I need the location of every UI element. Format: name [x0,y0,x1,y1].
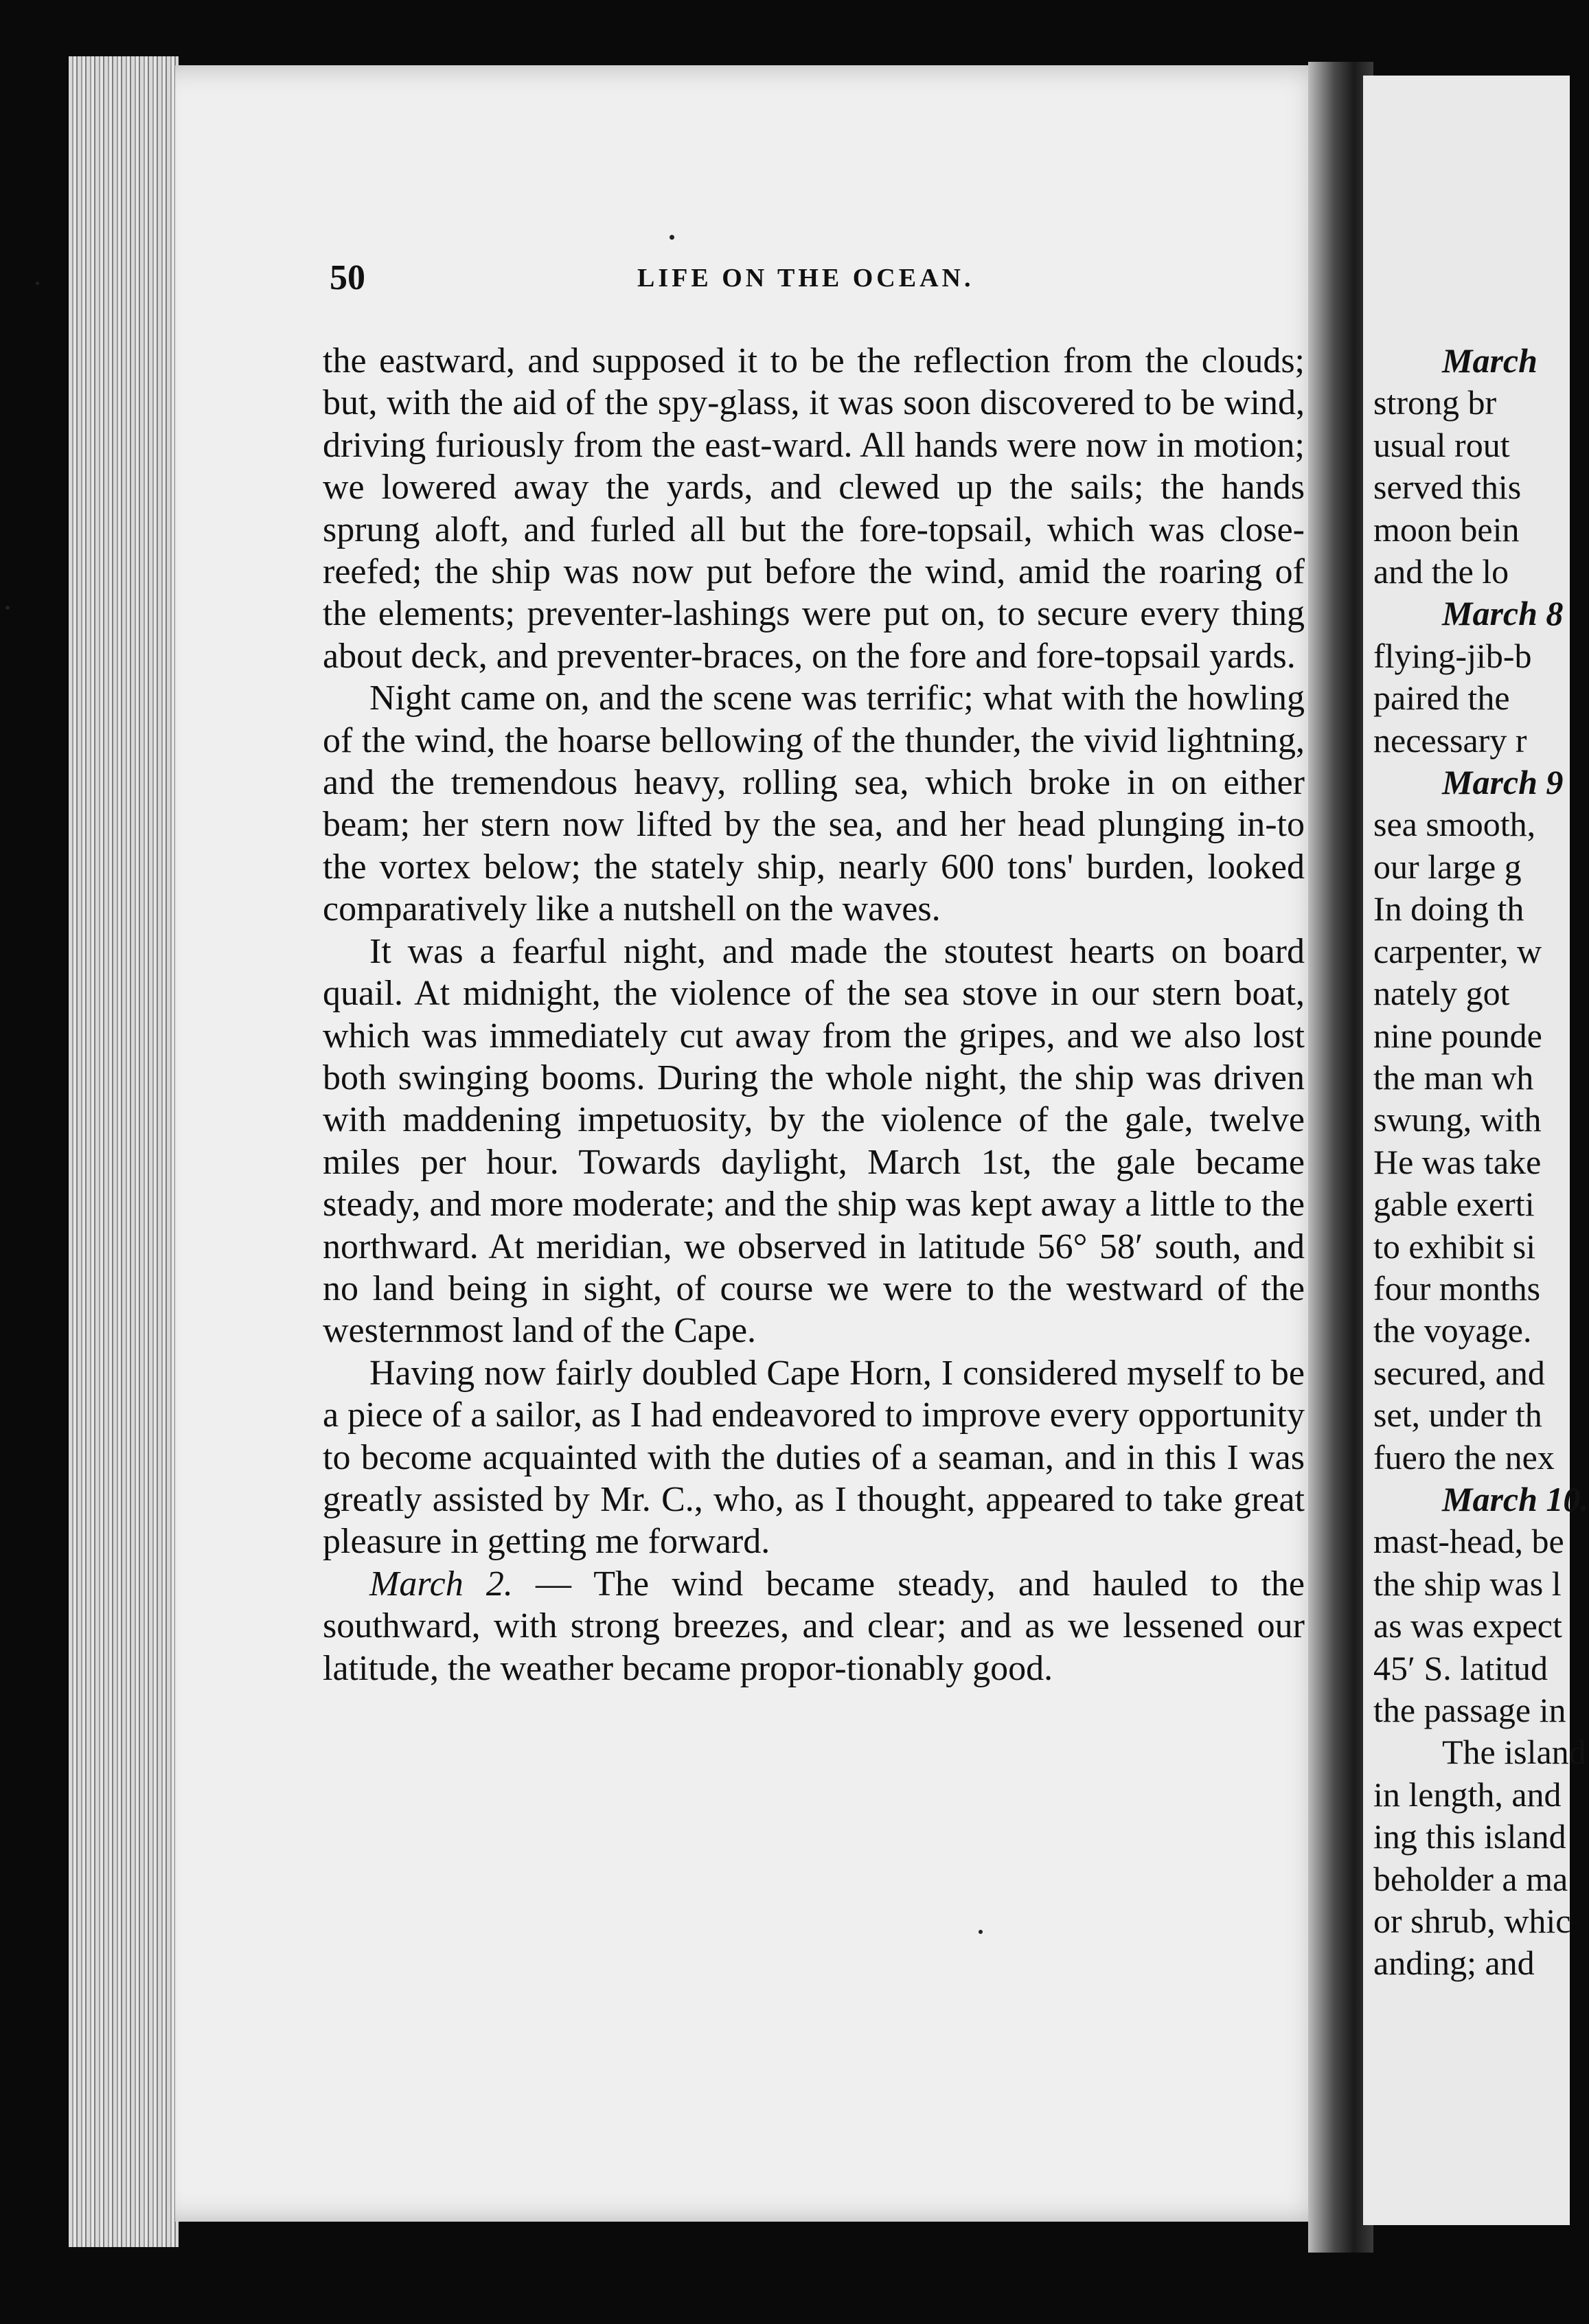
facing-page-line: the passage in [1373,1691,1566,1729]
facing-page-line: March 8 [1442,594,1564,633]
facing-page-line: as was expect [1373,1606,1562,1645]
facing-page-line: sea smooth, [1373,805,1536,844]
facing-page-line: strong br [1373,383,1497,422]
facing-page-line: secured, and [1373,1353,1545,1392]
facing-page-line: moon bein [1373,510,1520,549]
facing-page-line: mast-head, be [1373,1522,1564,1561]
facing-page-line: four months [1373,1268,1541,1308]
facing-page-line: beholder a ma [1373,1859,1568,1898]
facing-page-line: carpenter, w [1373,931,1542,970]
facing-page-line: the ship was l [1373,1564,1562,1603]
facing-page-line: nately got [1373,974,1510,1013]
facing-page-line: He was take [1373,1142,1542,1181]
entry-date: March 2. [369,1564,513,1604]
facing-page-line: usual rout [1373,425,1510,464]
running-title: LIFE ON THE OCEAN. [637,264,974,293]
facing-page-line: the man wh [1373,1058,1534,1097]
facing-page-line: the voyage. [1373,1311,1532,1350]
facing-page-line: anding; and [1373,1944,1535,1983]
facing-page-line: March 9 [1442,763,1564,802]
page-body-text [323,340,1305,1689]
paragraph: Having now fairly doubled Cape Horn, I considered myself to be a piece of a sailor, as I had endeavored to improve every opportunity to become acquainted with the duties of a seaman, and in this I was greatly assisted by Mr. C., who, as I thought, appeared to take great pleasure in getting me forward. [323,1353,1305,1562]
paragraph [323,1563,1305,1689]
facing-page-line: March 10. [1442,1479,1589,1518]
facing-page-line: The island [1442,1733,1586,1772]
facing-page-line: served this [1373,468,1522,507]
entry-text: — The wind became steady, and hauled to the southward, with strong breezes, and clear; and as we lessened our latitude, the weather became propor-tionably good. [323,1564,1305,1688]
facing-page-line: and the lo [1373,552,1509,591]
facing-page-line: our large g [1373,847,1522,886]
facing-page-line: in length, and [1373,1775,1562,1814]
facing-page-line: swung, with [1373,1100,1542,1139]
facing-page-line: paired the [1373,679,1510,718]
page-edges [69,56,179,2247]
facing-page-line: ing this island [1373,1817,1566,1856]
facing-page-line: necessary r [1373,720,1527,760]
page-number: 50 [330,258,365,297]
facing-page-line: fuero the nex [1373,1437,1555,1477]
paragraph: Night came on, and the scene was terrific; what with the howling of the wind, the hoarse bellowing of the thunder, the vivid lightning, and the tremendous heavy, rolling sea, which broke in on either beam; her stern now lifted by the sea, and her head plunging in-to the vortex below; the stately ship, nearly 600 tons' burden, looked comparatively like a nutshell on the waves. [323,679,1305,929]
facing-page-text [1373,340,1589,1985]
facing-page-line: 45′ S. latitud [1373,1648,1548,1687]
facing-page-line: gable exerti [1373,1185,1535,1224]
facing-page-line: to exhibit si [1373,1227,1536,1266]
facing-page-line: flying-jib-b [1373,636,1532,675]
paragraph: the eastward, and supposed it to be the reflection from the clouds; but, with the aid of the spy-glass, it was soon discovered to be wind, driving furiously from the east-ward. All hands were now in motion; we lowered away the yards, and clewed up the sails; the hands sprung aloft, and furled all but the fore-topsail, which was close-reefed; the ship was now put before the wind, amid the roaring of the elements; preventer-lashings were put on, to secure every thing about deck, and preventer-braces, on the fore and fore-topsail yards. [323,341,1305,676]
paragraph: It was a fearful night, and made the stoutest hearts on board quail. At midnight, the violence of the sea stove in our stern boat, which was immediately cut away from the gripes, and we also lost both swinging booms. During the whole night, the ship was driven with maddening impetuosity, by the violence of the gale, twelve miles per hour. Towards daylight, March 1st, the gale became steady, and more moderate; and the ship was kept away a little to the northward. At meridian, we observed in latitude 56° 58′ south, and no land being in sight, of course we were to the westward of the westernmost land of the Cape. [323,931,1305,1351]
facing-page-line: or shrub, whic [1373,1902,1571,1941]
facing-page-line: In doing th [1373,889,1524,929]
facing-page-line: set, under th [1373,1395,1542,1435]
facing-page-line: nine pounde [1373,1016,1542,1055]
facing-page-line: March [1442,341,1537,380]
